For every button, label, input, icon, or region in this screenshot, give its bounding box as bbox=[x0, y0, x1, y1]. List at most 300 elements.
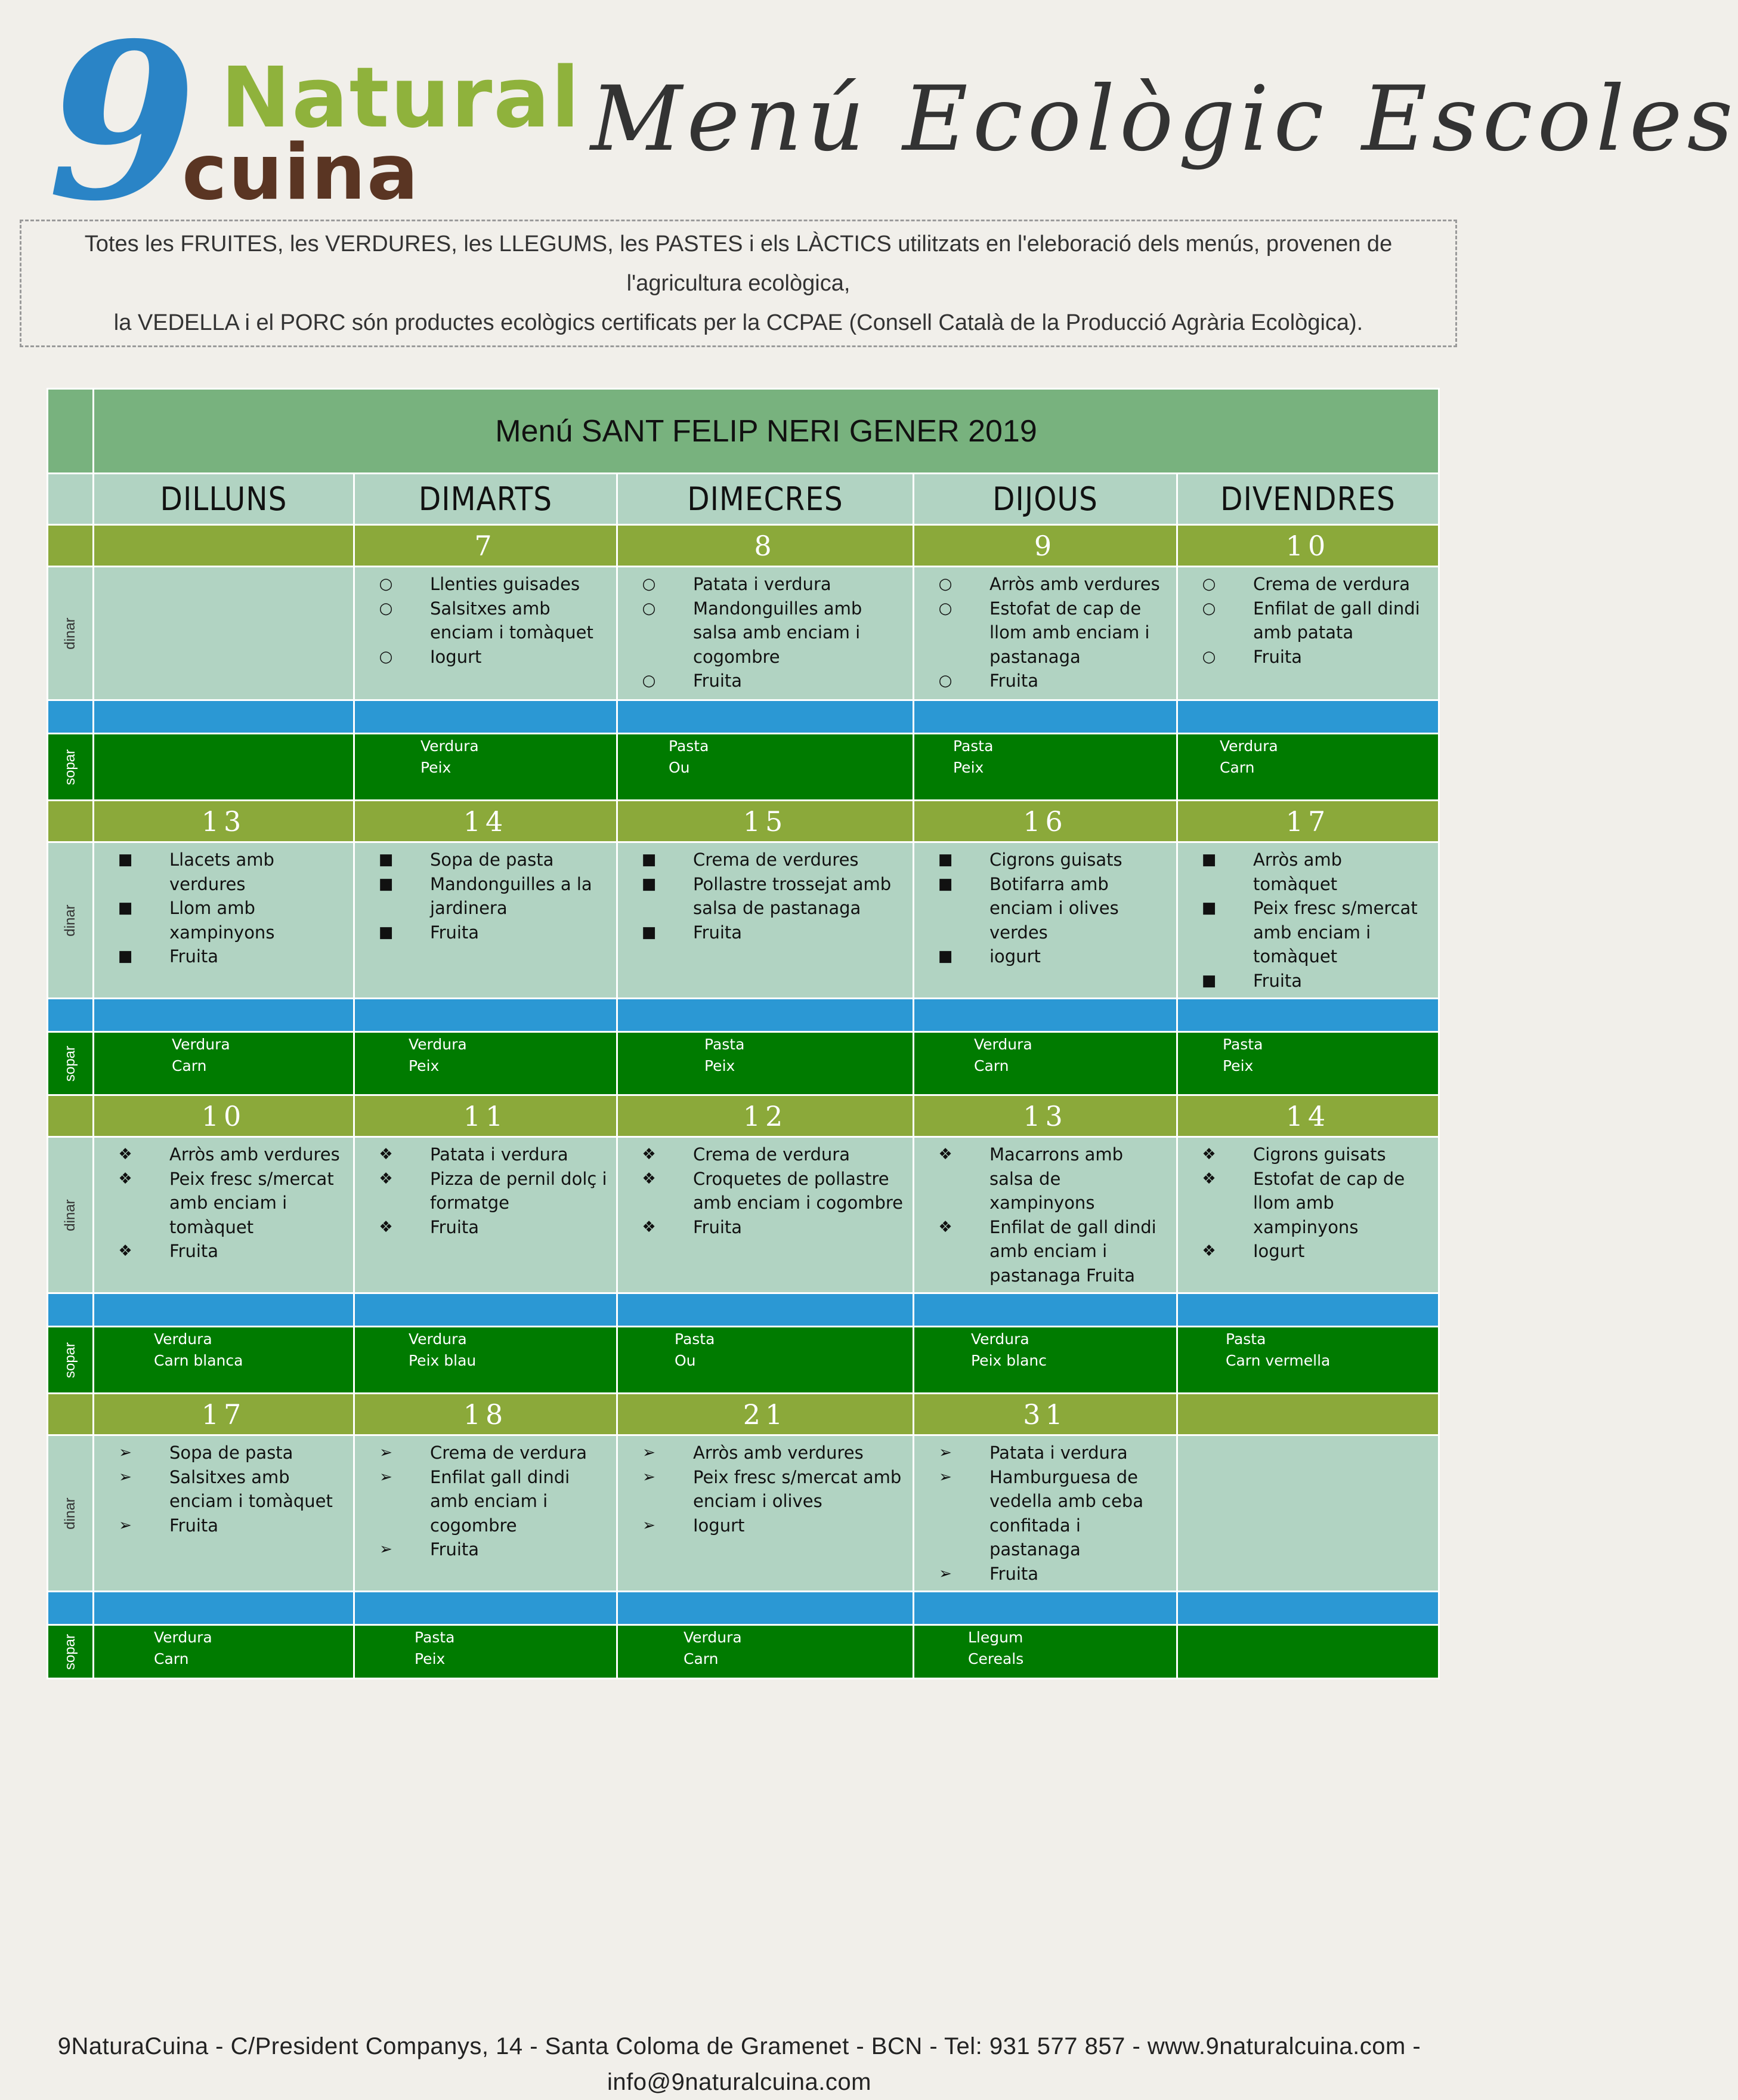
day-number-row bbox=[48, 801, 1439, 842]
dinner-cell bbox=[1177, 1327, 1439, 1394]
dinner-list bbox=[618, 1327, 913, 1372]
bullet-icon: ■ bbox=[1201, 851, 1217, 869]
lunch-item bbox=[635, 1514, 904, 1538]
footer-contact: 9NaturaCuina - C/President Companys, 14 - Santa Coloma de Gramenet - BCN - Tel: 931 577 857 - www.9naturalcuina.com - info@9naturalcuina.com bbox=[57, 2033, 1421, 2095]
dinner-list bbox=[355, 1033, 616, 1077]
lunch-item bbox=[635, 669, 904, 693]
bullet-icon: ❖ bbox=[642, 1218, 656, 1236]
separator-row bbox=[48, 1293, 1439, 1327]
dinner-row bbox=[48, 1032, 1439, 1095]
lunch-item bbox=[372, 1215, 608, 1240]
day-number bbox=[94, 525, 354, 567]
lunch-item bbox=[931, 1562, 1168, 1586]
day-number-side bbox=[48, 1394, 94, 1435]
separator-row bbox=[48, 700, 1439, 734]
day-number bbox=[1177, 1394, 1439, 1435]
lunch-item bbox=[635, 1167, 904, 1215]
lunch-item-text: Croquetes de pollastre amb enciam i cogombre bbox=[693, 1168, 904, 1213]
lunch-cell bbox=[1177, 1435, 1439, 1592]
lunch-item bbox=[635, 848, 904, 872]
lunch-item bbox=[931, 1441, 1168, 1465]
dinner-item: Carn bbox=[154, 1650, 189, 1667]
lunch-item bbox=[635, 921, 904, 945]
lunch-cell bbox=[1177, 567, 1439, 700]
dinner-row bbox=[48, 1327, 1439, 1394]
day-number: 17 bbox=[1177, 801, 1439, 842]
lunch-item bbox=[111, 1514, 345, 1538]
lunch-item-text: Crema de verdura bbox=[430, 1443, 587, 1463]
lunch-item-text: Peix fresc s/mercat amb enciam i olives bbox=[693, 1466, 902, 1511]
separator-cell bbox=[94, 1293, 354, 1327]
bullet-icon: ■ bbox=[938, 947, 953, 965]
separator-cell bbox=[48, 999, 94, 1032]
separator-cell bbox=[94, 999, 354, 1032]
dinner-cell bbox=[94, 1625, 354, 1679]
lunch-item bbox=[1195, 1167, 1430, 1240]
lunch-item-text: Botifarra amb enciam i olives verdes bbox=[989, 873, 1119, 943]
dinner-cell bbox=[914, 1327, 1177, 1394]
lunch-list bbox=[618, 843, 913, 949]
dinner-cell bbox=[617, 1625, 914, 1679]
dinner-item: Peix bbox=[953, 759, 984, 776]
dinner-list bbox=[355, 1327, 616, 1372]
bullet-icon: ❖ bbox=[379, 1145, 393, 1163]
separator-cell bbox=[1177, 1293, 1439, 1327]
lunch-item bbox=[111, 944, 345, 969]
day-number: 10 bbox=[1177, 525, 1439, 567]
bullet-icon: ■ bbox=[1201, 971, 1217, 990]
dinner-cell bbox=[914, 1625, 1177, 1679]
day-number: 18 bbox=[354, 1394, 617, 1435]
lunch-item-text: Crema de verdura bbox=[1253, 574, 1410, 594]
dinner-item: Pasta bbox=[704, 1036, 745, 1053]
lunch-cell bbox=[94, 842, 354, 999]
lunch-cell bbox=[354, 1137, 617, 1293]
lunch-list bbox=[618, 567, 913, 698]
dinner-cell bbox=[94, 1032, 354, 1095]
lunch-item bbox=[372, 1167, 608, 1215]
lunch-item-text: Fruita bbox=[989, 671, 1039, 691]
lunch-item bbox=[111, 1441, 345, 1465]
day-number-row bbox=[48, 1095, 1439, 1137]
lunch-cell bbox=[617, 567, 914, 700]
lunch-label bbox=[48, 1435, 94, 1592]
dinner-item: Llegum bbox=[968, 1629, 1023, 1646]
lunch-list bbox=[94, 1436, 353, 1542]
days-row bbox=[48, 474, 1439, 525]
lunch-item-text: Macarrons amb salsa de xampinyons bbox=[989, 1144, 1124, 1213]
lunch-item bbox=[931, 597, 1168, 669]
menu-title-row bbox=[48, 389, 1439, 474]
lunch-item bbox=[372, 872, 608, 921]
lunch-list bbox=[94, 567, 353, 577]
dinner-item: Peix bbox=[1223, 1057, 1254, 1074]
bullet-icon: ■ bbox=[938, 851, 953, 869]
menu-table bbox=[47, 388, 1440, 1679]
logo bbox=[48, 0, 581, 248]
bullet-icon: ➢ bbox=[379, 1444, 392, 1462]
bullet-icon: ➢ bbox=[939, 1564, 952, 1583]
bullet-icon: ■ bbox=[378, 923, 394, 941]
separator-cell bbox=[914, 700, 1177, 734]
bullet-icon: ■ bbox=[117, 947, 133, 965]
lunch-item bbox=[1195, 572, 1430, 597]
lunch-item bbox=[111, 1239, 345, 1264]
lunch-item bbox=[1195, 848, 1430, 896]
day-header: DIJOUS bbox=[914, 474, 1177, 525]
lunch-item-text: Fruita bbox=[989, 1563, 1039, 1584]
notice-line-1: Totes les FRUITES, les VERDURES, les LLEGUMS, les PASTES i els LÀCTICS utilitzats en l'eleboració dels menús, provenen de l'agricultura ecològica, bbox=[84, 231, 1393, 296]
bullet-icon: ○ bbox=[938, 575, 953, 593]
lunch-list bbox=[94, 1138, 353, 1268]
dinner-list bbox=[914, 1327, 1176, 1372]
dinner-cell bbox=[914, 1032, 1177, 1095]
lunch-item bbox=[372, 848, 608, 872]
bullet-icon: ■ bbox=[378, 875, 394, 893]
dinner-row bbox=[48, 1625, 1439, 1679]
notice-line-2: la VEDELLA i el PORC són productes ecològics certificats per la CCPAE (Consell Català de la Producció Agrària Ecològica). bbox=[113, 310, 1363, 335]
lunch-cell bbox=[354, 1435, 617, 1592]
bullet-icon: ❖ bbox=[1202, 1242, 1216, 1260]
lunch-list bbox=[94, 843, 353, 974]
lunch-label bbox=[48, 567, 94, 700]
lunch-item bbox=[372, 572, 608, 597]
bullet-icon: ❖ bbox=[938, 1218, 953, 1236]
dinner-item: Carn bbox=[1220, 759, 1255, 776]
bullet-icon: ■ bbox=[641, 875, 657, 893]
lunch-row bbox=[48, 567, 1439, 700]
lunch-item bbox=[635, 597, 904, 669]
dinner-cell bbox=[94, 734, 354, 801]
bullet-icon: ■ bbox=[1201, 899, 1217, 917]
lunch-item-text: Pizza de pernil dolç i formatge bbox=[430, 1168, 607, 1213]
lunch-item bbox=[372, 921, 608, 945]
lunch-item bbox=[1195, 645, 1430, 669]
lunch-item-text: Enfilat de gall dindi amb enciam i pastanaga Fruita bbox=[989, 1216, 1156, 1286]
lunch-item-text: Crema de verdura bbox=[693, 1144, 850, 1165]
lunch-item bbox=[1195, 1239, 1430, 1264]
dinner-item: Pasta bbox=[1223, 1036, 1263, 1053]
dinner-cell bbox=[94, 1327, 354, 1394]
lunch-item-text: Sopa de pasta bbox=[169, 1443, 293, 1463]
dinner-label bbox=[48, 1625, 94, 1679]
day-number: 13 bbox=[914, 1095, 1177, 1137]
lunch-item-text: Enfilat gall dindi amb enciam i cogombre bbox=[430, 1466, 570, 1536]
dinner-list bbox=[94, 1033, 353, 1077]
lunch-item-text: Iogurt bbox=[693, 1515, 745, 1536]
dinner-item: Pasta bbox=[415, 1629, 455, 1646]
bullet-icon: ➢ bbox=[119, 1516, 132, 1534]
day-header: DIMARTS bbox=[354, 474, 617, 525]
bullet-icon: ○ bbox=[1202, 647, 1216, 666]
dinner-item: Verdura bbox=[971, 1330, 1029, 1348]
lunch-item bbox=[111, 1142, 345, 1167]
dinner-list bbox=[914, 1626, 1176, 1670]
lunch-item-text: Arròs amb verdures bbox=[989, 574, 1160, 594]
separator-cell bbox=[48, 700, 94, 734]
dinner-list bbox=[1178, 1033, 1438, 1077]
dinner-item: Pasta bbox=[675, 1330, 715, 1348]
lunch-item-text: Fruita bbox=[1253, 646, 1303, 667]
dinner-item: Verdura bbox=[409, 1330, 467, 1348]
logo-cuina: cuina bbox=[182, 128, 420, 217]
dinner-item: Verdura bbox=[420, 737, 479, 755]
day-number-side bbox=[48, 801, 94, 842]
lunch-cell bbox=[617, 1435, 914, 1592]
separator-cell bbox=[617, 1293, 914, 1327]
separator-cell bbox=[914, 999, 1177, 1032]
lunch-item-text: Llom amb xampinyons bbox=[169, 898, 275, 943]
dinner-item: Verdura bbox=[974, 1036, 1032, 1053]
dinner-list bbox=[618, 1626, 913, 1670]
lunch-item-text: Iogurt bbox=[1253, 1241, 1305, 1261]
logo-natural: Natural bbox=[221, 50, 581, 147]
bullet-icon: ○ bbox=[379, 575, 393, 593]
notice-box bbox=[20, 220, 1457, 347]
dinner-item: Verdura bbox=[684, 1629, 742, 1646]
bullet-icon: ○ bbox=[938, 599, 953, 617]
day-number: 11 bbox=[354, 1095, 617, 1137]
dinner-item: Pasta bbox=[953, 737, 994, 755]
logo-nine: 9 bbox=[48, 0, 191, 248]
dinner-list bbox=[94, 734, 353, 736]
lunch-item-text: Crema de verdures bbox=[693, 850, 859, 870]
day-number-row bbox=[48, 1394, 1439, 1435]
lunch-item bbox=[635, 872, 904, 921]
lunch-cell bbox=[354, 842, 617, 999]
day-number: 21 bbox=[617, 1394, 914, 1435]
dinner-list bbox=[914, 1033, 1176, 1077]
bullet-icon: ○ bbox=[1202, 599, 1216, 617]
dinner-item: Verdura bbox=[409, 1036, 467, 1053]
dinner-list bbox=[94, 1626, 353, 1670]
lunch-item bbox=[111, 1167, 345, 1240]
lunch-item-text: Salsitxes amb enciam i tomàquet bbox=[169, 1466, 333, 1511]
lunch-item-text: Patata i verdura bbox=[430, 1144, 568, 1165]
page-title: Menú Ecològic Escoles bbox=[590, 67, 1738, 171]
bullet-icon: ➢ bbox=[119, 1444, 132, 1462]
dinner-item: Peix bbox=[420, 759, 451, 776]
day-number: 14 bbox=[1177, 1095, 1439, 1137]
lunch-item-text: Pollastre trossejat amb salsa de pastanaga bbox=[693, 873, 892, 918]
bullet-icon: ○ bbox=[1202, 575, 1216, 593]
lunch-label-text: dinar bbox=[62, 1199, 78, 1231]
bullet-icon: ■ bbox=[641, 851, 657, 869]
lunch-item-text: Patata i verdura bbox=[693, 574, 831, 594]
dinner-cell bbox=[914, 734, 1177, 801]
dinner-item: Carn vermella bbox=[1226, 1352, 1331, 1369]
lunch-item-text: Cigrons guisats bbox=[989, 850, 1122, 870]
bullet-icon: ■ bbox=[117, 851, 133, 869]
separator-cell bbox=[1177, 1592, 1439, 1625]
bullet-icon: ➢ bbox=[939, 1444, 952, 1462]
lunch-cell bbox=[94, 1435, 354, 1592]
dinner-item: Cereals bbox=[968, 1650, 1024, 1667]
separator-row bbox=[48, 1592, 1439, 1625]
lunch-item-text: Sopa de pasta bbox=[430, 850, 554, 870]
dinner-cell bbox=[354, 1327, 617, 1394]
lunch-item-text: Mandonguilles a la jardinera bbox=[430, 873, 592, 918]
dinner-cell bbox=[1177, 1032, 1439, 1095]
lunch-list bbox=[618, 1138, 913, 1244]
dinner-label-text: sopar bbox=[62, 749, 78, 785]
lunch-item-text: Peix fresc s/mercat amb enciam i tomàquet bbox=[169, 1168, 334, 1237]
menu-title-side bbox=[48, 389, 94, 474]
lunch-cell bbox=[914, 567, 1177, 700]
lunch-item bbox=[931, 669, 1168, 693]
lunch-label bbox=[48, 1137, 94, 1293]
lunch-item-text: Salsitxes amb enciam i tomàquet bbox=[430, 598, 593, 643]
day-number: 17 bbox=[94, 1394, 354, 1435]
dinner-item: Verdura bbox=[172, 1036, 230, 1053]
bullet-icon: ■ bbox=[641, 923, 657, 941]
lunch-label bbox=[48, 842, 94, 999]
dinner-item: Carn blanca bbox=[154, 1352, 243, 1369]
lunch-item bbox=[635, 1215, 904, 1240]
lunch-item-text: Arròs amb verdures bbox=[169, 1144, 340, 1165]
dinner-list bbox=[618, 734, 913, 779]
dinner-list bbox=[94, 1327, 353, 1372]
bullet-icon: ○ bbox=[642, 672, 656, 690]
lunch-list bbox=[1178, 1436, 1438, 1446]
separator-cell bbox=[354, 999, 617, 1032]
dinner-list bbox=[914, 734, 1176, 779]
lunch-row bbox=[48, 1137, 1439, 1293]
bullet-icon: ○ bbox=[379, 599, 393, 617]
lunch-list bbox=[355, 567, 616, 674]
separator-cell bbox=[94, 700, 354, 734]
lunch-item-text: Fruita bbox=[693, 671, 743, 691]
separator-cell bbox=[354, 1592, 617, 1625]
separator-cell bbox=[1177, 700, 1439, 734]
bullet-icon: ❖ bbox=[642, 1145, 656, 1163]
lunch-item bbox=[931, 1215, 1168, 1288]
dinner-cell bbox=[1177, 1625, 1439, 1679]
bullet-icon: ■ bbox=[117, 899, 133, 917]
dinner-cell bbox=[617, 1327, 914, 1394]
lunch-cell bbox=[1177, 842, 1439, 999]
lunch-item bbox=[931, 572, 1168, 597]
lunch-list bbox=[1178, 1138, 1438, 1268]
dinner-row bbox=[48, 734, 1439, 801]
separator-cell bbox=[354, 700, 617, 734]
bullet-icon: ❖ bbox=[938, 1145, 953, 1163]
dinner-cell bbox=[354, 1625, 617, 1679]
separator-cell bbox=[617, 1592, 914, 1625]
lunch-cell bbox=[914, 1435, 1177, 1592]
day-number: 31 bbox=[914, 1394, 1177, 1435]
separator-cell bbox=[617, 700, 914, 734]
bullet-icon: ➢ bbox=[642, 1444, 655, 1462]
lunch-item bbox=[635, 1441, 904, 1465]
lunch-item-text: Cigrons guisats bbox=[1253, 1144, 1386, 1165]
bullet-icon: ❖ bbox=[379, 1169, 393, 1188]
lunch-item bbox=[111, 1465, 345, 1514]
lunch-item bbox=[931, 1142, 1168, 1215]
lunch-item-text: Llenties guisades bbox=[430, 574, 580, 594]
menu-body bbox=[48, 389, 1439, 1679]
dinner-item: Verdura bbox=[1220, 737, 1278, 755]
lunch-list bbox=[914, 567, 1176, 698]
days-side bbox=[48, 474, 94, 525]
lunch-item bbox=[111, 848, 345, 896]
dinner-label-text: sopar bbox=[62, 1045, 78, 1082]
lunch-list bbox=[914, 843, 1176, 974]
dinner-list bbox=[1178, 734, 1438, 779]
day-number: 8 bbox=[617, 525, 914, 567]
lunch-item-text: Hamburguesa de vedella amb ceba confitada i pastanaga bbox=[989, 1466, 1143, 1559]
lunch-item-text: iogurt bbox=[989, 946, 1041, 966]
lunch-label-text: dinar bbox=[62, 904, 78, 937]
lunch-cell bbox=[617, 842, 914, 999]
lunch-item-text: Patata i verdura bbox=[989, 1443, 1128, 1463]
dinner-item: Peix blanc bbox=[971, 1352, 1047, 1369]
lunch-item-text: Arròs amb tomàquet bbox=[1253, 850, 1343, 894]
bullet-icon: ➢ bbox=[939, 1468, 952, 1486]
bullet-icon: ❖ bbox=[118, 1242, 132, 1260]
dinner-label bbox=[48, 734, 94, 801]
day-number-side bbox=[48, 525, 94, 567]
lunch-item-text: Fruita bbox=[169, 1241, 219, 1261]
lunch-list bbox=[914, 1138, 1176, 1292]
day-number: 10 bbox=[94, 1095, 354, 1137]
lunch-cell bbox=[914, 842, 1177, 999]
bullet-icon: ❖ bbox=[118, 1145, 132, 1163]
lunch-item bbox=[931, 872, 1168, 945]
bullet-icon: ➢ bbox=[642, 1516, 655, 1534]
day-header: DIMECRES bbox=[617, 474, 914, 525]
lunch-item bbox=[1195, 896, 1430, 969]
lunch-item-text: Arròs amb verdures bbox=[693, 1443, 864, 1463]
bullet-icon: ➢ bbox=[379, 1468, 392, 1486]
lunch-item-text: Fruita bbox=[430, 1539, 480, 1559]
lunch-item bbox=[372, 645, 608, 669]
lunch-item-text: Fruita bbox=[430, 1216, 480, 1237]
dinner-item: Pasta bbox=[669, 737, 709, 755]
separator-cell bbox=[48, 1592, 94, 1625]
lunch-label-text: dinar bbox=[62, 617, 78, 650]
dinner-item: Ou bbox=[669, 759, 690, 776]
lunch-list bbox=[355, 1138, 616, 1244]
lunch-item bbox=[1195, 1142, 1430, 1167]
lunch-cell bbox=[94, 567, 354, 700]
dinner-item: Carn bbox=[172, 1057, 207, 1074]
dinner-cell bbox=[1177, 734, 1439, 801]
day-header: DILLUNS bbox=[94, 474, 354, 525]
dinner-label bbox=[48, 1327, 94, 1394]
lunch-item-text: Iogurt bbox=[430, 646, 482, 667]
dinner-label bbox=[48, 1032, 94, 1095]
lunch-item bbox=[635, 1142, 904, 1167]
separator-cell bbox=[48, 1293, 94, 1327]
bullet-icon: ■ bbox=[938, 875, 953, 893]
bullet-icon: ➢ bbox=[642, 1468, 655, 1486]
dinner-list bbox=[355, 734, 616, 779]
day-number: 9 bbox=[914, 525, 1177, 567]
bullet-icon: ○ bbox=[379, 647, 393, 666]
lunch-item bbox=[931, 1465, 1168, 1562]
lunch-item bbox=[372, 597, 608, 645]
dinner-cell bbox=[354, 1032, 617, 1095]
lunch-item-text: Fruita bbox=[693, 922, 743, 943]
lunch-row bbox=[48, 842, 1439, 999]
lunch-item bbox=[931, 944, 1168, 969]
dinner-list bbox=[618, 1033, 913, 1077]
dinner-item: Pasta bbox=[1226, 1330, 1266, 1348]
bullet-icon: ➢ bbox=[379, 1540, 392, 1558]
day-number: 15 bbox=[617, 801, 914, 842]
dinner-item: Verdura bbox=[154, 1629, 212, 1646]
